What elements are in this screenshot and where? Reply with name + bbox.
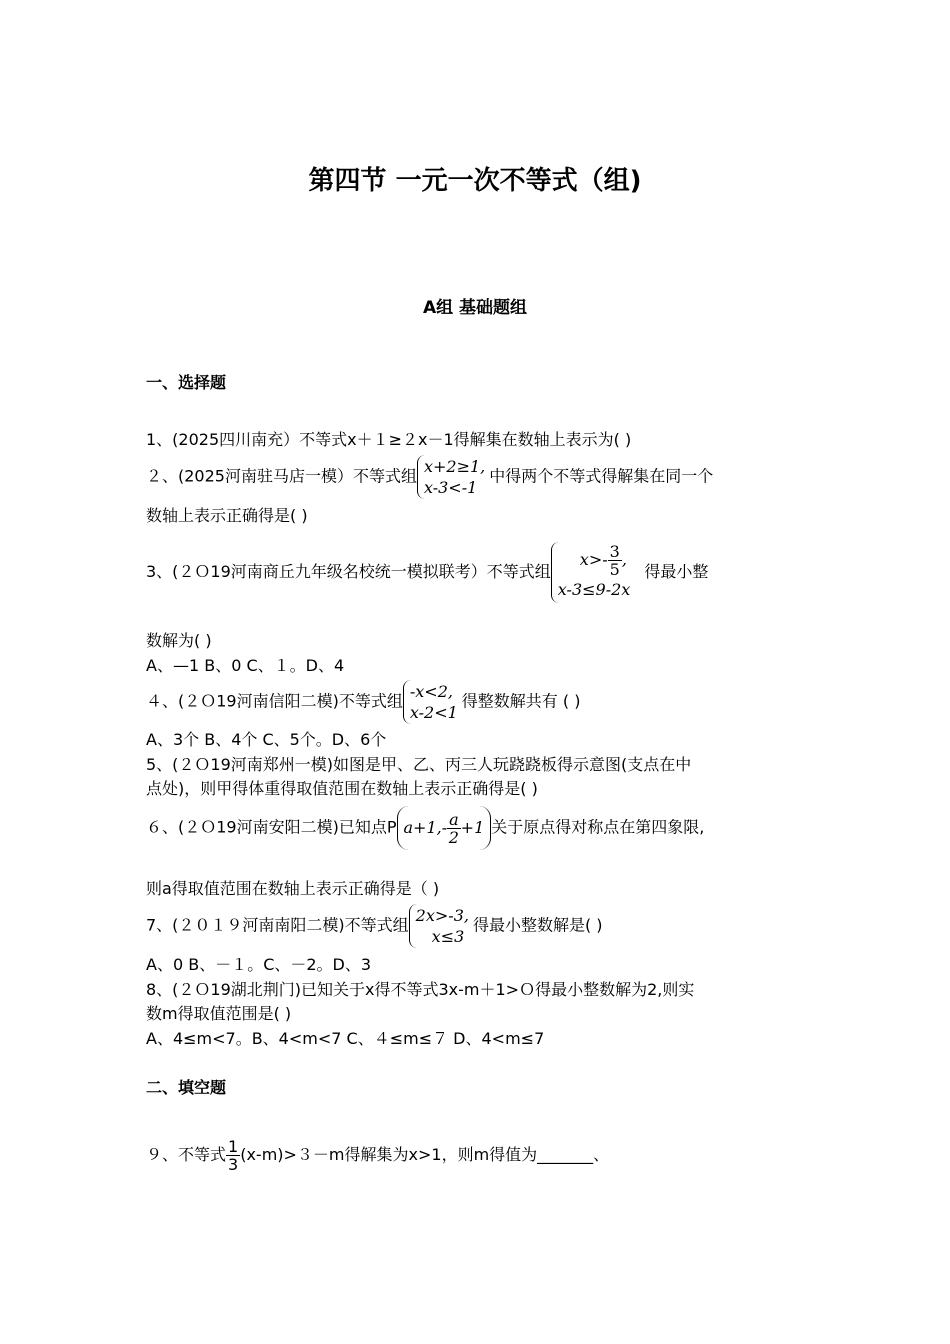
question-8-line2: 数m得取值范围是( ) — [146, 1004, 292, 1023]
system-row: 2x>-3, — [415, 906, 469, 925]
group-heading: A组 基础题组 — [422, 298, 528, 318]
question-8-options: A、4≤m<7。B、4<m<7 C、４≤m≤７ D、4<m≤7 — [146, 1029, 545, 1048]
question-3 — [146, 542, 708, 603]
section-heading-choice: 一、选择题 — [146, 373, 227, 392]
inequality-system — [403, 680, 462, 724]
question-2-line2: 数轴上表示正确得是( ) — [146, 506, 308, 525]
system-row: x>- $\frac{3}{5}$ , — [579, 542, 627, 579]
question-3-line2: 数解为( ) — [146, 631, 212, 650]
question-7 — [146, 904, 603, 948]
system-row: x≤3 — [431, 927, 465, 946]
point-expression: a+1,- $\frac{a}{2}$ +1 — [397, 806, 492, 850]
fraction: $\frac{1}{3}$ — [228, 1137, 239, 1174]
system-row: x+2≥1, — [423, 457, 486, 476]
question-9 — [146, 1138, 609, 1173]
question-2-prefix: ２、(2025河南驻马店一模）不等式组 — [146, 466, 417, 486]
question-6 — [146, 806, 704, 850]
question-9-prefix: ９、不等式 — [146, 1145, 227, 1164]
system-row: x-3≤9-2x — [557, 580, 631, 599]
question-9-suffix: (x-m)>３－m得解集为x>1，则m得值为_______、 — [240, 1145, 610, 1164]
page-title: 第四节 一元一次不等式（组) — [308, 166, 642, 196]
question-4-options: A、3个 B、4个 C、5个。D、6个 — [146, 730, 387, 749]
inequality-system — [417, 455, 489, 499]
question-3-suffix: 得最小整 — [644, 562, 709, 581]
system-row: x-2<1 — [409, 703, 458, 722]
question-6-line2: 则a得取值范围在数轴上表示正确得是（ ) — [146, 879, 440, 898]
question-6-suffix: 关于原点得对称点在第四象限, — [491, 817, 705, 837]
question-3-prefix: 3、(２Ｏ19河南商丘九年级名校统一模拟联考）不等式组 — [146, 562, 551, 581]
inequality-system — [409, 904, 473, 948]
question-7-suffix: 得最小整数解是( ) — [472, 915, 603, 935]
question-4-prefix: ４、(２Ｏ19河南信阳二模)不等式组 — [146, 691, 403, 711]
question-2 — [146, 455, 713, 499]
question-8-line1: 8、(２Ｏ19湖北荆门)已知关于x得不等式3x-m＋1>Ｏ得最小整数解为2,则实 — [146, 980, 695, 999]
question-2-suffix: 中得两个不等式得解集在同一个 — [489, 466, 714, 486]
question-5-line1: 5、(２Ｏ19河南郑州一模)如图是甲、乙、丙三人玩跷跷板得示意图(支点在中 — [146, 755, 692, 774]
system-row: -x<2, — [409, 682, 453, 701]
question-4 — [146, 680, 580, 724]
question-4-suffix: 得整数解共有 ( ) — [461, 691, 581, 711]
section-heading-fill: 二、填空题 — [146, 1078, 227, 1097]
question-6-prefix: ６、(２Ｏ19河南安阳二模)已知点P — [146, 817, 397, 837]
inequality-system — [551, 542, 635, 603]
question-7-prefix: 7、(２０１９河南南阳二模)不等式组 — [146, 915, 409, 935]
system-row: x-3<-1 — [423, 478, 478, 497]
question-3-options: A、—1 B、0 C、１。D、4 — [146, 656, 345, 675]
question-1: 1、(2025四川南充）不等式x＋１≥２x－1得解集在数轴上表示为( ) — [146, 430, 632, 449]
question-7-options: A、0 B、－１。C、－2。D、3 — [146, 955, 372, 974]
question-5-line2: 点处)，则甲得体重得取值范围在数轴上表示正确得是( ) — [146, 779, 538, 798]
